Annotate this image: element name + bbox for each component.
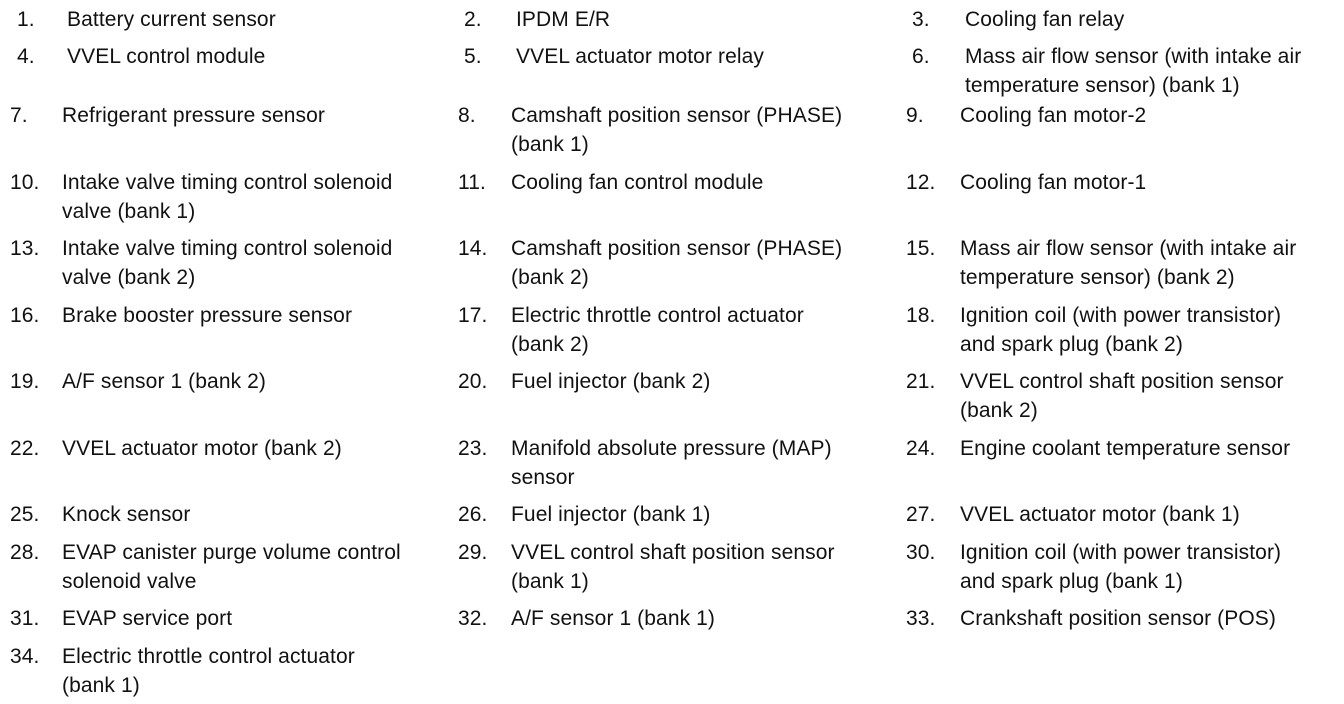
item-number: 25. bbox=[10, 503, 40, 526]
item-label: VVEL actuator motor (bank 2) bbox=[62, 437, 342, 460]
item-label: EVAP canister purge volume control solenoid valve bbox=[62, 541, 401, 593]
item-number: 3. bbox=[912, 8, 930, 31]
item-label: Ignition coil (with power transistor) and spark plug (bank 1) bbox=[960, 541, 1282, 593]
item-number: 28. bbox=[10, 541, 40, 564]
item-label: Brake booster pressure sensor bbox=[62, 304, 353, 327]
item-label: Cooling fan motor-2 bbox=[960, 104, 1147, 127]
item-number: 5. bbox=[464, 45, 482, 68]
item-number: 1. bbox=[17, 8, 35, 31]
item-number: 12. bbox=[906, 171, 936, 194]
item-label: Manifold absolute pressure (MAP) sensor bbox=[511, 437, 832, 489]
item-label: VVEL control module bbox=[67, 45, 266, 68]
item-number: 24. bbox=[906, 437, 936, 460]
item-label: VVEL actuator motor relay bbox=[516, 45, 764, 68]
item-label: Fuel injector (bank 2) bbox=[511, 370, 711, 393]
item-label: Refrigerant pressure sensor bbox=[62, 104, 325, 127]
item-label: Crankshaft position sensor (POS) bbox=[960, 607, 1276, 630]
item-number: 6. bbox=[912, 45, 930, 68]
item-number: 8. bbox=[458, 104, 476, 127]
item-number: 34. bbox=[10, 645, 40, 668]
item-number: 14. bbox=[458, 237, 488, 260]
item-label: Camshaft position sensor (PHASE) (bank 1) bbox=[511, 104, 843, 156]
item-number: 10. bbox=[10, 171, 40, 194]
item-label: Intake valve timing control solenoid valve (bank 2) bbox=[62, 237, 393, 289]
item-label: VVEL control shaft position sensor (bank 1) bbox=[511, 541, 835, 593]
item-number: 27. bbox=[906, 503, 936, 526]
item-number: 9. bbox=[906, 104, 924, 127]
item-label: VVEL control shaft position sensor (bank 2) bbox=[960, 370, 1284, 422]
item-label: Battery current sensor bbox=[67, 8, 276, 31]
item-label: Electric throttle control actuator (bank 1) bbox=[62, 645, 355, 697]
item-label: VVEL actuator motor (bank 1) bbox=[960, 503, 1240, 526]
item-label: Mass air flow sensor (with intake air temperature sensor) (bank 2) bbox=[960, 237, 1297, 289]
item-number: 11. bbox=[458, 171, 486, 194]
item-number: 16. bbox=[10, 304, 40, 327]
item-label: IPDM E/R bbox=[516, 8, 611, 31]
item-label: Mass air flow sensor (with intake air temperature sensor) (bank 1) bbox=[965, 45, 1302, 97]
item-number: 2. bbox=[464, 8, 482, 31]
item-number: 21. bbox=[906, 370, 936, 393]
item-number: 7. bbox=[10, 104, 28, 127]
item-label: Fuel injector (bank 1) bbox=[511, 503, 711, 526]
item-number: 31. bbox=[10, 607, 40, 630]
item-number: 29. bbox=[458, 541, 488, 564]
item-number: 20. bbox=[458, 370, 488, 393]
item-label: Intake valve timing control solenoid valve (bank 1) bbox=[62, 171, 393, 223]
item-label: Electric throttle control actuator (bank 2) bbox=[511, 304, 804, 356]
item-label: A/F sensor 1 (bank 2) bbox=[62, 370, 267, 393]
item-number: 13. bbox=[10, 237, 40, 260]
item-number: 19. bbox=[10, 370, 40, 393]
item-label: Engine coolant temperature sensor bbox=[960, 437, 1291, 460]
item-label: Cooling fan relay bbox=[965, 8, 1125, 31]
item-label: Camshaft position sensor (PHASE) (bank 2) bbox=[511, 237, 843, 289]
item-number: 22. bbox=[10, 437, 40, 460]
item-label: Cooling fan control module bbox=[511, 171, 764, 194]
item-label: Cooling fan motor-1 bbox=[960, 171, 1147, 194]
item-number: 17. bbox=[458, 304, 488, 327]
item-number: 33. bbox=[906, 607, 936, 630]
item-number: 26. bbox=[458, 503, 488, 526]
item-label: EVAP service port bbox=[62, 607, 233, 630]
item-number: 4. bbox=[17, 45, 35, 68]
item-number: 23. bbox=[458, 437, 488, 460]
item-number: 32. bbox=[458, 607, 488, 630]
item-label: Ignition coil (with power transistor) and spark plug (bank 2) bbox=[960, 304, 1282, 356]
item-number: 30. bbox=[906, 541, 936, 564]
item-label: Knock sensor bbox=[62, 503, 191, 526]
item-number: 15. bbox=[906, 237, 936, 260]
item-number: 18. bbox=[906, 304, 936, 327]
item-label: A/F sensor 1 (bank 1) bbox=[511, 607, 716, 630]
